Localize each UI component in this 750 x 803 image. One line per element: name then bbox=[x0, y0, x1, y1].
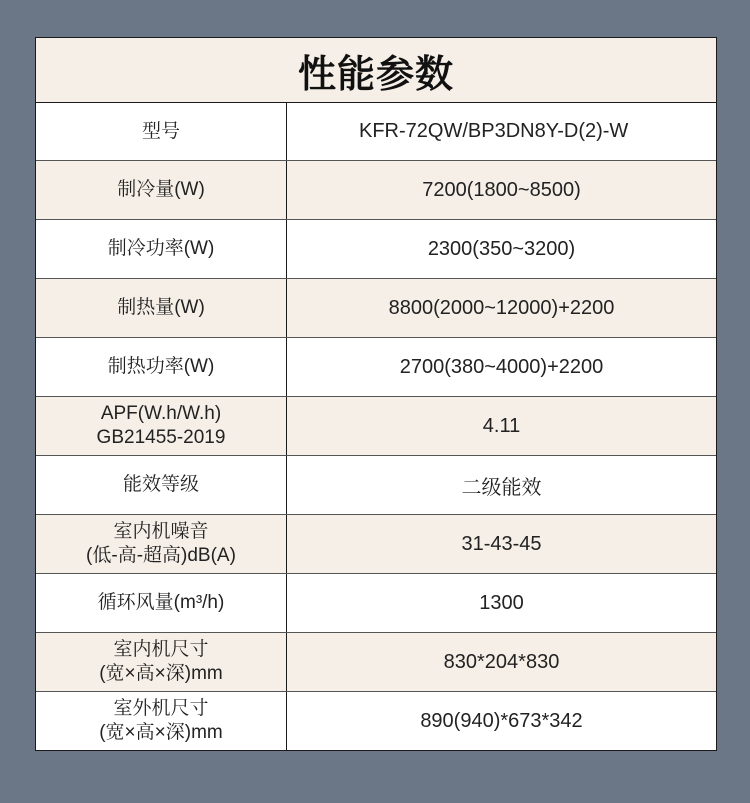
spec-label-line1: 制热功率(W) bbox=[107, 356, 215, 377]
spec-value: 8800(2000~12000)+2200 bbox=[388, 296, 615, 319]
spec-label-line1: 室外机尺寸 bbox=[113, 698, 209, 719]
spec-value: 890(940)*673*342 bbox=[420, 709, 583, 732]
spec-label bbox=[36, 279, 287, 337]
spec-value: 7200(1800~8500) bbox=[422, 178, 581, 201]
spec-value: KFR-72QW/BP3DN8Y-D(2)-W bbox=[359, 120, 629, 142]
spec-row-indoor-size bbox=[36, 633, 716, 692]
spec-label-line2: (宽×高×深)mm bbox=[99, 722, 223, 743]
spec-row-outdoor-size bbox=[36, 692, 716, 750]
spec-label bbox=[36, 692, 287, 750]
spec-label-line1: 室内机尺寸 bbox=[113, 639, 209, 660]
spec-value: 4.11 bbox=[482, 414, 521, 437]
spec-label bbox=[36, 574, 287, 632]
spec-label bbox=[36, 633, 287, 691]
spec-label bbox=[36, 220, 287, 278]
spec-row-energy-grade bbox=[36, 456, 716, 515]
spec-row-apf bbox=[36, 397, 716, 456]
spec-label bbox=[36, 161, 287, 219]
spec-value: 1300 bbox=[479, 591, 524, 614]
spec-table bbox=[35, 37, 717, 751]
spec-row-heating-power bbox=[36, 338, 716, 397]
spec-row-indoor-noise bbox=[36, 515, 716, 574]
spec-label bbox=[36, 103, 287, 160]
spec-label-line1: APF(W.h/W.h) bbox=[100, 403, 222, 424]
spec-label-line2: (宽×高×深)mm bbox=[99, 663, 223, 684]
spec-label bbox=[36, 456, 287, 514]
spec-label bbox=[36, 397, 287, 455]
spec-label-line1: 循环风量(m³/h) bbox=[97, 592, 225, 613]
spec-label-line1: 能效等级 bbox=[122, 474, 199, 495]
spec-label-line1: 制热量(W) bbox=[117, 297, 205, 318]
spec-label bbox=[36, 515, 287, 573]
spec-row-cooling-capacity bbox=[36, 161, 716, 220]
spec-label-line1: 制冷量(W) bbox=[117, 179, 205, 200]
spec-row-cooling-power bbox=[36, 220, 716, 279]
spec-label bbox=[36, 338, 287, 396]
table-title: 性能参数 bbox=[297, 53, 454, 96]
spec-value: 二级能效 bbox=[461, 476, 542, 499]
spec-label-line1: 室内机噪音 bbox=[113, 521, 209, 542]
spec-value: 2700(380~4000)+2200 bbox=[399, 355, 604, 378]
spec-label-line2: GB21455-2019 bbox=[96, 427, 226, 448]
spec-label-line1: 型号 bbox=[141, 120, 180, 142]
spec-value: 830*204*830 bbox=[443, 650, 560, 673]
title-row bbox=[36, 38, 716, 103]
spec-label-line2: (低-高-超高)dB(A) bbox=[86, 545, 236, 566]
spec-value: 2300(350~3200) bbox=[427, 237, 576, 260]
spec-value: 31-43-45 bbox=[461, 532, 542, 555]
spec-row-airflow bbox=[36, 574, 716, 633]
spec-row-heating-capacity bbox=[36, 279, 716, 338]
spec-label-line1: 制冷功率(W) bbox=[107, 238, 215, 259]
spec-row-model bbox=[36, 103, 716, 161]
